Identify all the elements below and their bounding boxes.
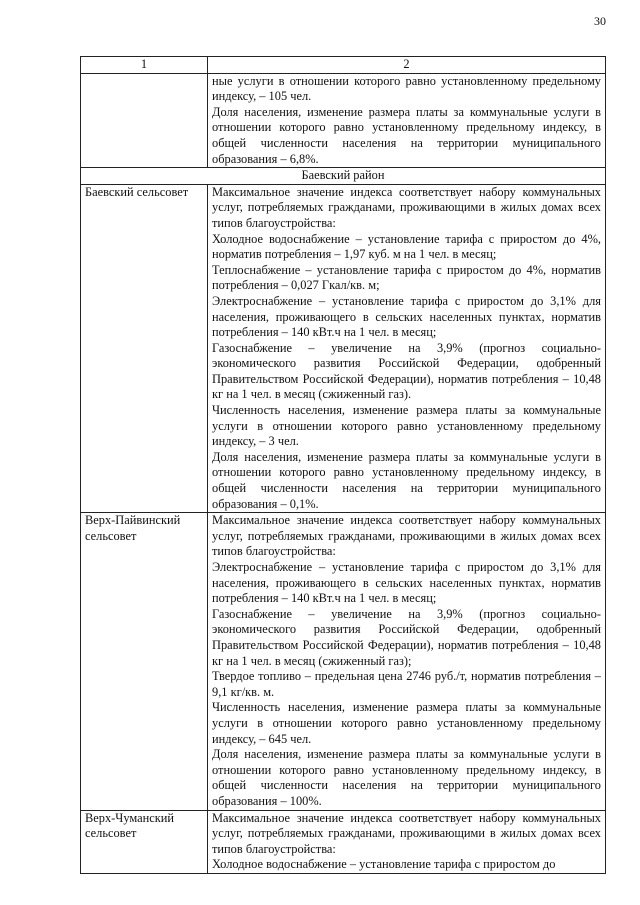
paragraph: Максимальное значение индекса соответствует набору коммунальных услуг, потребляемых гражданами, проживающими в жилых домах всех типов благоустройства: (212, 810, 601, 856)
paragraph: Твердое топливо – предельная цена 2746 руб./т, норматив потребления – 9,1 кг/кв. м. (212, 669, 601, 699)
district-row (81, 168, 606, 185)
paragraph: Доля населения, изменение размера платы за коммунальные услуги в отношении которого равно установленному предельному индексу, в общей численности населения на территории муниципального образования – 6,8%. (212, 104, 601, 166)
description-cell (208, 73, 606, 168)
paragraph: Электроснабжение – установление тарифа с приростом до 3,1% для населения, проживающего в сельских населенных пунктах, норматив потребления – 140 кВт.ч на 1 чел. в месяц; (212, 293, 601, 340)
paragraph: Газоснабжение – увеличение на 3,9% (прогноз социально-экономического развития Российской Федерации, одобренный Правительством Российской Федерации), норматив потребления – 10,48 кг на 1 чел. в месяц (сжиженный газ). (212, 340, 601, 402)
paragraph: Газоснабжение – увеличение на 3,9% (прогноз социально-экономического развития Российской Федерации, одобренный Правительством Российской Федерации), норматив потребления – 10,48 кг на 1 чел. в месяц (сжиженный газ); (212, 606, 601, 668)
utilities-index-table (80, 56, 606, 874)
description-cell (208, 513, 606, 810)
paragraph: ные услуги в отношении которого равно установленному предельному индексу, – 105 чел. (212, 73, 601, 104)
municipality-name: Баевский сельсовет (85, 184, 189, 199)
municipality-name: Верх-Пайвинский (85, 513, 181, 528)
table-row (81, 73, 606, 168)
municipality-name: сельсовет (85, 528, 137, 543)
column-number-2: 2 (208, 57, 606, 74)
paragraph: Холодное водоснабжение – установление тарифа с приростом до 4%, норматив потребления – 1,97 куб. м на 1 чел. в месяц; (212, 231, 601, 262)
name-cell (81, 513, 208, 810)
table-row (81, 810, 606, 873)
name-cell (81, 810, 208, 873)
description-cell (208, 810, 606, 873)
table-row (81, 184, 606, 512)
paragraph: Доля населения, изменение размера платы за коммунальные услуги в отношении которого равно установленному предельному индексу, в общей численности населения на территории муниципального образования – 0,1%. (212, 449, 601, 511)
paragraph: Максимальное значение индекса соответствует набору коммунальных услуг, потребляемых гражданами, проживающими в жилых домах всех типов благоустройства: (212, 184, 601, 230)
municipality-name: Верх-Чуманский (85, 810, 175, 825)
paragraph: Максимальное значение индекса соответствует набору коммунальных услуг, потребляемых гражданами, проживающими в жилых домах всех типов благоустройства: (212, 513, 601, 559)
page-number: 30 (594, 14, 606, 28)
paragraph: Численность населения, изменение размера платы за коммунальные услуги в отношении которого равно установленному предельному индексу, – 3 чел. (212, 403, 601, 449)
paragraph: Электроснабжение – установление тарифа с приростом до 3,1% для населения, проживающего в сельских населенных пунктах, норматив потребления – 140 кВт.ч на 1 чел. в месяц; (212, 560, 601, 606)
municipality-name: сельсовет (85, 826, 137, 841)
description-cell (208, 184, 606, 512)
paragraph: Холодное водоснабжение – установление тарифа с приростом до (212, 857, 556, 872)
paragraph: Численность населения, изменение размера платы за коммунальные услуги в отношении которого равно установленному предельному индексу, – 645 чел. (212, 700, 601, 746)
paragraph: Теплоснабжение – установление тарифа с приростом до 4%, норматив потребления – 0,027 Гкал/кв. м; (212, 262, 601, 293)
column-number-1: 1 (81, 57, 208, 74)
table-row (81, 513, 606, 810)
district-title: Баевский район (81, 168, 606, 185)
paragraph: Доля населения, изменение размера платы за коммунальные услуги в отношении которого равно установленному предельному индексу, в общей численности населения на территории муниципального образования – 100%. (212, 747, 601, 808)
name-cell (81, 184, 208, 512)
name-cell (81, 73, 208, 168)
table-header-row (81, 57, 606, 74)
